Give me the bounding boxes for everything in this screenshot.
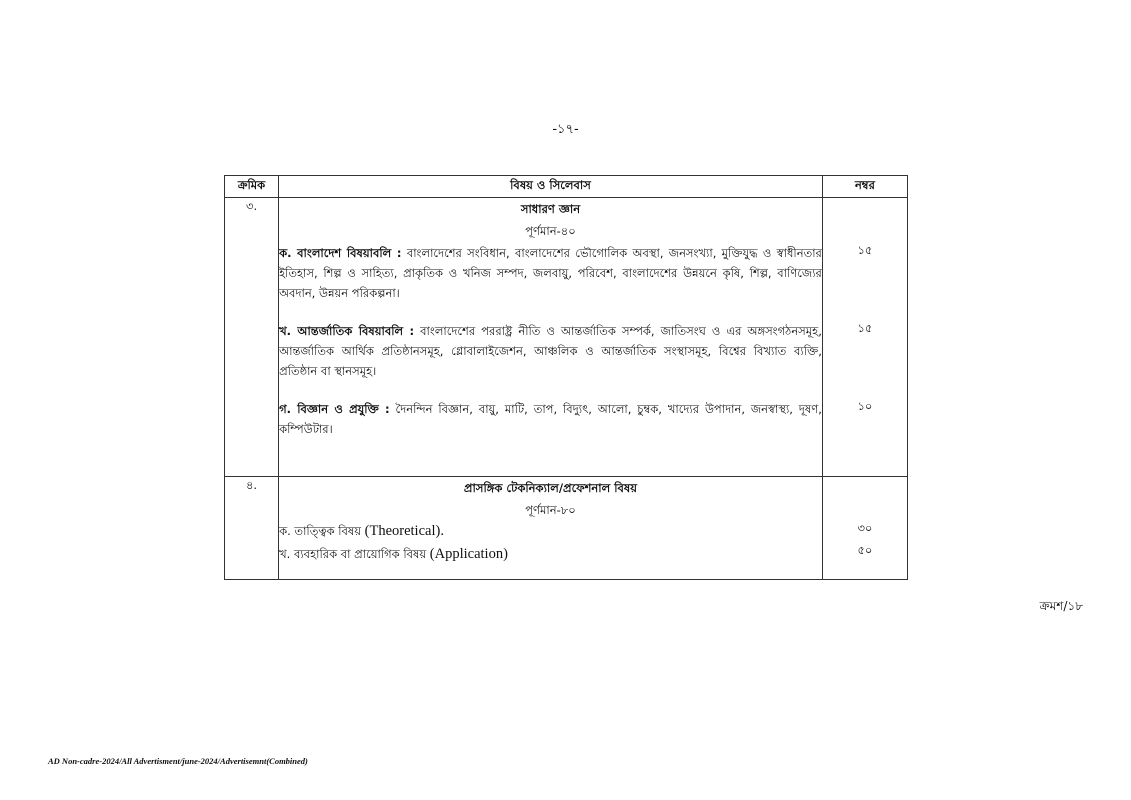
row-marks	[822, 198, 907, 477]
full-marks: পূর্ণমান-৮০	[525, 503, 576, 517]
syllabus-table	[224, 175, 908, 580]
item-text: বাংলাদেশের সংবিধান, বাংলাদেশের ভৌগোলিক অবস্থা, জনসংখ্যা, মুক্তিযুদ্ধ ও স্বাধীনতার ইতিহাস, শিল্প ও সাহিত্য, প্রাকৃতিক ও খনিজ সম্পদ, জলবায়ু, পরিবেশ, বাংলাদেশের উন্নয়নে কৃষি, শিল্প, বাণিজ্যের অবদান, উন্নয়ন পরিকল্পনা।	[279, 246, 822, 300]
full-marks: পূর্ণমান-৪০	[525, 224, 576, 238]
header-serial: ক্রমিক	[225, 176, 279, 198]
row-serial: ৪.	[225, 477, 279, 580]
syllabus-item-bangladesh	[279, 243, 822, 303]
table-row-general-knowledge	[225, 198, 908, 477]
item-heading: খ. আন্তর্জাতিক বিষয়াবলি :	[279, 324, 415, 338]
syllabus-item-application	[279, 543, 822, 566]
header-subject: বিষয় ও সিলেবাস	[279, 176, 823, 198]
syllabus-item-theoretical	[279, 520, 822, 543]
syllabus-item-international	[279, 321, 822, 381]
section-title: প্রাসঙ্গিক টেকনিক্যাল/প্রফেশনাল বিষয়	[463, 481, 638, 495]
table-row-technical	[225, 477, 908, 580]
section-title: সাধারণ জ্ঞান	[520, 202, 581, 216]
marks-value: ১৫	[857, 321, 873, 335]
page-number: -১৭-	[552, 122, 579, 137]
row-serial: ৩.	[225, 198, 279, 477]
footer-file-path: AD Non-cadre-2024/All Advertisment/june-2024/Advertisemnt(Combined)	[48, 756, 308, 766]
row-subject	[279, 477, 823, 580]
syllabus-item-science	[279, 399, 822, 439]
continued-note: ক্রমশ/১৮	[1039, 599, 1083, 613]
marks-value: ১০	[857, 399, 873, 413]
item-heading: গ. বিজ্ঞান ও প্রযুক্তি :	[279, 402, 390, 416]
row-subject	[279, 198, 823, 477]
item-label-en: (Application)	[426, 546, 508, 562]
item-label-en: (Theoretical).	[361, 523, 444, 539]
header-marks: নম্বর	[822, 176, 907, 198]
item-heading: ক. বাংলাদেশ বিষয়াবলি :	[279, 246, 402, 260]
item-label: খ. ব্যবহারিক বা প্রায়োগিক বিষয়	[279, 547, 427, 561]
item-label: ক. তাত্ত্বিক বিষয়	[279, 524, 362, 538]
marks-value: ৫০	[857, 543, 873, 557]
item-text: বাংলাদেশের পররাষ্ট্র নীতি ও আন্তর্জাতিক সম্পর্ক, জাতিসংঘ ও এর অঙ্গসংগঠনসমূহ, আন্তর্জাতিক আর্থিক প্রতিষ্ঠানসমূহ, গ্লোবালাইজেশন, আঞ্চলিক ও আন্তর্জাতিক সংস্থাসমূহ, বিশ্বের বিখ্যাত ব্যক্তি, প্রতিষ্ঠান বা স্থানসমূহ।	[279, 324, 822, 378]
row-marks	[822, 477, 907, 580]
marks-value: ১৫	[857, 243, 873, 257]
item-text: দৈনন্দিন বিজ্ঞান, বায়ু, মাটি, তাপ, বিদ্যুৎ, আলো, চুম্বক, খাদ্যের উপাদান, জনস্বাস্থ্য, দূষণ, কম্পিউটার।	[279, 402, 822, 436]
marks-value: ৩০	[857, 521, 873, 535]
table-header-row	[225, 176, 908, 198]
